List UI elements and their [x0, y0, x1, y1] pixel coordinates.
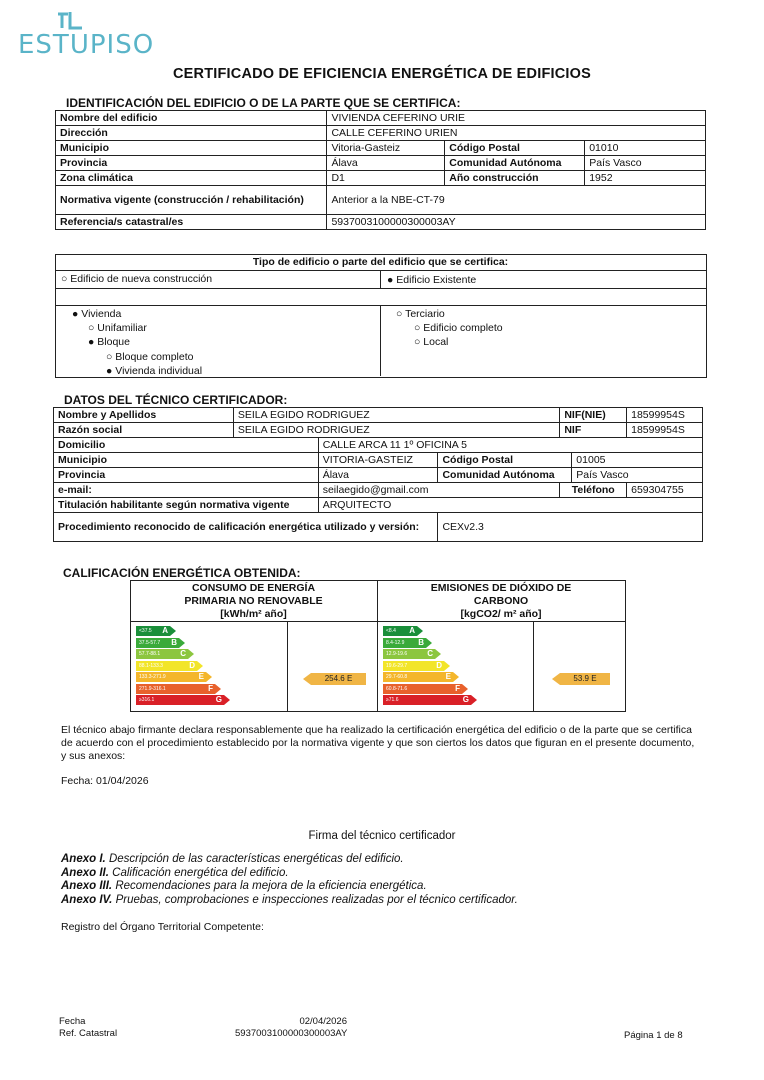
section-tecnico-heading: DATOS DEL TÉCNICO CERTIFICADOR: — [64, 393, 288, 407]
tec-municipio-label: Municipio — [54, 453, 319, 468]
direccion-value: CALLE CEFERINO URIEN — [327, 126, 706, 141]
energy-bar-a: <37.5 A — [136, 626, 170, 636]
consumo-unit: [kWh/m² año] — [220, 608, 287, 620]
tec-provincia-label: Provincia — [54, 468, 319, 483]
nombre-value: VIVIENDA CEFERINO URIE — [327, 111, 706, 126]
footer-page-number: Página 1 de 8 — [624, 1030, 683, 1041]
municipio-label: Municipio — [56, 141, 327, 156]
nif-value: 18599954S — [627, 423, 703, 438]
normativa-label: Normativa vigente (construcción / rehabilitación) — [56, 186, 327, 215]
edificio-completo-label: Edificio completo — [423, 322, 503, 335]
radio-nueva-construccion[interactable]: ○ Edificio de nueva construcción — [61, 273, 213, 285]
radio-unifamiliar[interactable]: ○ Unifamiliar — [88, 322, 147, 335]
energy-bar-tip — [453, 672, 459, 682]
energy-bar-tip — [197, 661, 203, 671]
bloque-completo-label: Bloque completo — [115, 350, 194, 363]
razon-label: Razón social — [54, 423, 234, 438]
consumo-rating-pointer: 254.6 E — [311, 673, 366, 685]
domicilio-label: Domicilio — [54, 438, 319, 453]
anexos-list — [61, 853, 518, 907]
tel-label: Teléfono — [560, 483, 627, 498]
emisiones-heading: EMISIONES DE DIÓXIDO DE CARBONO — [430, 582, 572, 607]
energy-bar-g: ≥71.6 G — [383, 695, 471, 705]
ca-label: Comunidad Autónoma — [445, 156, 585, 171]
brand-logo[interactable]: ESTUPISO — [18, 30, 155, 60]
anexo-item: Anexo IV. Pruebas, comprobaciones e inspecciones realizadas por el técnico certificador. — [61, 893, 518, 906]
domicilio-value: CALLE ARCA 11 1º OFICINA 5 — [318, 438, 702, 453]
section-calificacion-heading: CALIFICACIÓN ENERGÉTICA OBTENIDA: — [63, 566, 301, 580]
vivienda-label: Vivienda — [81, 308, 122, 320]
firma-text: Firma del técnico certificador — [308, 830, 456, 842]
energy-bar-f: 271.9-316.1 F — [136, 684, 215, 694]
footer-fecha-label: Fecha — [59, 1016, 86, 1027]
local-label: Local — [423, 336, 449, 349]
section-identificacion-heading: IDENTIFICACIÓN DEL EDIFICIO O DE LA PARTE QUE SE CERTIFICA: — [66, 96, 461, 110]
energy-bar-d: 88.1-133.3 D — [136, 661, 197, 671]
energy-bar-tip — [206, 672, 212, 682]
consumo-pointer-tip — [303, 673, 311, 685]
energy-bar-b: 8.4-12.9 B — [383, 638, 426, 648]
logo-house-icon — [56, 10, 84, 32]
tecnico-table — [53, 407, 703, 542]
email-label: e-mail: — [54, 483, 319, 498]
tec-ca-label: Comunidad Autónoma — [438, 468, 572, 483]
energy-bar-tip — [215, 684, 221, 694]
anexo-item: Anexo I. Descripción de las características energéticas del edificio. — [61, 853, 404, 865]
proc-value: CEXv2.3 — [438, 513, 703, 542]
footer-ref-value: 5937003100000300003AY — [235, 1028, 348, 1039]
energy-bar-c: 12.9-19.6 C — [383, 649, 435, 659]
radio-edificio-existente[interactable]: ● Edificio Existente — [387, 274, 477, 286]
energy-bar-tip — [417, 626, 423, 636]
proc-label: Procedimiento reconocido de calificación energética utilizado y versión: — [54, 513, 438, 542]
provincia-label: Provincia — [56, 156, 327, 171]
zona-label: Zona climática — [56, 171, 327, 186]
tipo-heading: Tipo de edificio o parte del edificio que se certifica: — [252, 256, 509, 268]
footer-ref-label: Ref. Catastral — [59, 1028, 118, 1039]
ref-value: 5937003100000300003AY — [327, 215, 706, 230]
ref-label: Referencia/s catastral/es — [56, 215, 327, 230]
anexo-item: Anexo III. Recomendaciones para la mejora de la eficiencia energética. — [61, 880, 427, 892]
document-title: CERTIFICADO DE EFICIENCIA ENERGÉTICA DE EDIFICIOS — [173, 66, 591, 82]
anio-label: Año construcción — [445, 171, 585, 186]
nifnie-label: NIF(NIE) — [560, 408, 627, 423]
cp-value: 01010 — [585, 141, 706, 156]
energy-bar-g: ≥316.1 G — [136, 695, 224, 705]
tec-municipio-value: VITORIA-GASTEIZ — [318, 453, 438, 468]
vivienda-individual-label: Vivienda individual — [115, 364, 203, 377]
radio-bloque-completo[interactable]: ○ Bloque completo — [106, 350, 194, 363]
tec-cp-label: Código Postal — [438, 453, 572, 468]
radio-bloque[interactable]: ● Bloque — [88, 336, 130, 349]
tec-nombre-label: Nombre y Apellidos — [54, 408, 234, 423]
consumo-heading: CONSUMO DE ENERGÍA PRIMARIA NO RENOVABLE — [184, 582, 323, 607]
energy-bar-tip — [435, 649, 441, 659]
tec-cp-value: 01005 — [572, 453, 703, 468]
energy-bar-tip — [471, 695, 477, 705]
energy-bar-f: 60.8-71.6 F — [383, 684, 462, 694]
cp-label: Código Postal — [445, 141, 585, 156]
razon-value: SEILA EGIDO RODRIGUEZ — [233, 423, 559, 438]
energy-bar-tip — [426, 638, 432, 648]
energy-bar-tip — [179, 638, 185, 648]
registro-text: Registro del Órgano Territorial Competente: — [61, 921, 264, 933]
energy-bar-c: 57.7-88.1 C — [136, 649, 188, 659]
email-value[interactable]: seilaegido@gmail.com — [318, 483, 560, 498]
footer-fecha-value: 02/04/2026 — [299, 1016, 347, 1027]
anio-value: 1952 — [585, 171, 706, 186]
declaracion-text: El técnico abajo firmante declara responsablemente que ha realizado la certificación energética del edificio o de la parte que se certifica de acuerdo con el procedimiento establecido por la normativa vigente y que son ciertos los datos que figuran en el presente documento, y sus anexos: — [61, 724, 695, 762]
direccion-label: Dirección — [56, 126, 327, 141]
energy-bar-a: <8.4 A — [383, 626, 417, 636]
radio-local[interactable]: ○ Local — [414, 336, 449, 349]
nif-label: NIF — [560, 423, 627, 438]
nifnie-value: 18599954S — [627, 408, 703, 423]
energy-bar-tip — [224, 695, 230, 705]
radio-terciario[interactable]: ○ Terciario — [396, 308, 445, 320]
titulacion-value: ARQUITECTO — [318, 498, 702, 513]
energy-bar-tip — [188, 649, 194, 659]
tel-value: 659304755 — [627, 483, 703, 498]
identificacion-table — [55, 110, 706, 230]
fecha-text: Fecha: 01/04/2026 — [61, 775, 149, 787]
municipio-value: Vitoria-Gasteiz — [327, 141, 445, 156]
nueva-label: Edificio de nueva construcción — [70, 273, 213, 285]
unifamiliar-label: Unifamiliar — [97, 322, 147, 335]
tec-nombre-value: SEILA EGIDO RODRIGUEZ — [233, 408, 559, 423]
provincia-value: Álava — [327, 156, 445, 171]
existente-label: Edificio Existente — [396, 274, 477, 286]
energy-bar-tip — [462, 684, 468, 694]
bloque-label: Bloque — [97, 336, 130, 349]
emisiones-unit: [kgCO2/ m² año] — [460, 608, 542, 620]
emisiones-rating-pointer: 53.9 E — [560, 673, 610, 685]
nombre-label: Nombre del edificio — [56, 111, 327, 126]
radio-vivienda[interactable]: ● Vivienda — [72, 308, 122, 320]
ca-value: País Vasco — [585, 156, 706, 171]
energy-bar-e: 133.3-271.9 E — [136, 672, 206, 682]
energy-bar-b: 37.5-57.7 B — [136, 638, 179, 648]
zona-value: D1 — [327, 171, 445, 186]
tec-provincia-value: Álava — [318, 468, 438, 483]
anexo-item: Anexo II. Calificación energética del edificio. — [61, 866, 289, 879]
terciario-label: Terciario — [405, 308, 445, 320]
energy-bar-tip — [170, 626, 176, 636]
normativa-value: Anterior a la NBE-CT-79 — [327, 186, 706, 215]
radio-vivienda-individual[interactable]: ● Vivienda individual — [106, 364, 203, 377]
emisiones-pointer-tip — [552, 673, 560, 685]
energy-bar-tip — [444, 661, 450, 671]
radio-edificio-completo[interactable]: ○ Edificio completo — [414, 322, 503, 335]
tec-ca-value: País Vasco — [572, 468, 703, 483]
energy-bar-d: 19.6-29.7 D — [383, 661, 444, 671]
titulacion-label: Titulación habilitante según normativa vigente — [54, 498, 319, 513]
energy-bar-e: 29.7-60.8 E — [383, 672, 453, 682]
